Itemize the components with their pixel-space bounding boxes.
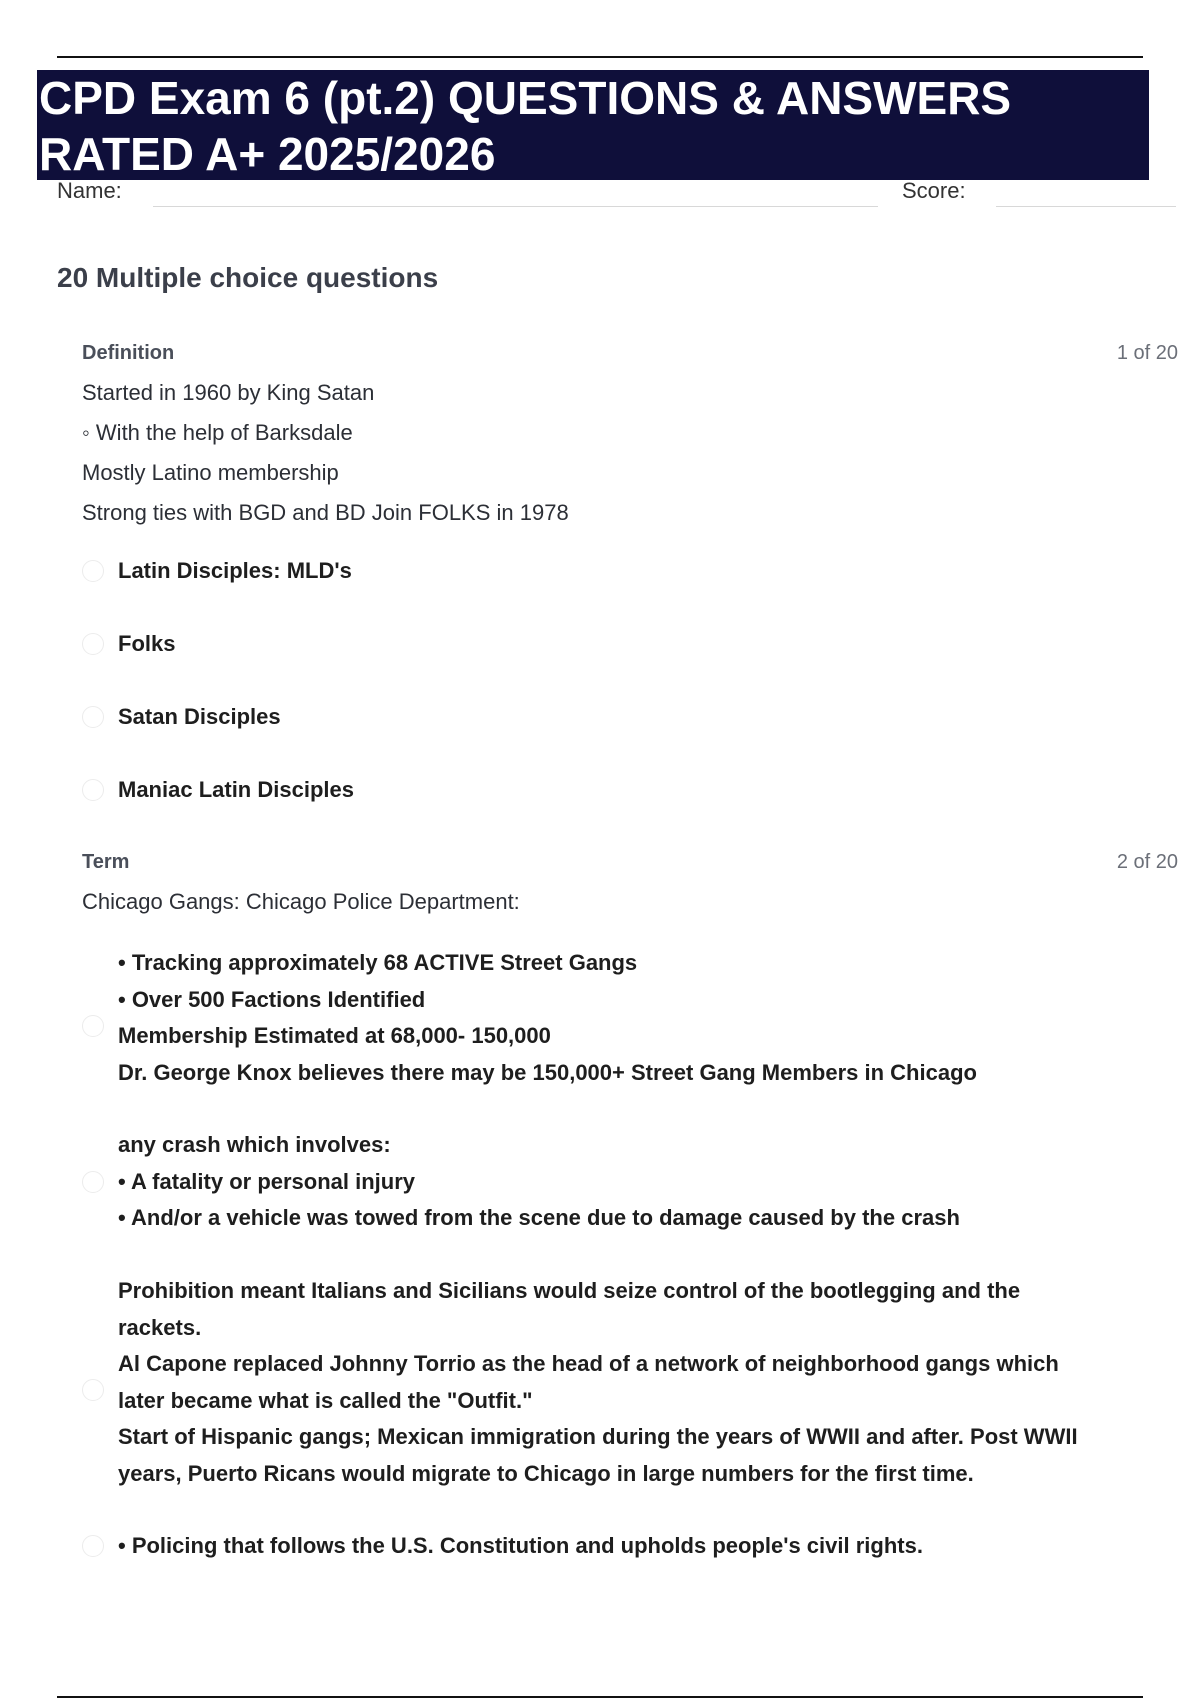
radio-button[interactable] (82, 633, 104, 655)
question-prompt (82, 373, 569, 533)
option-line: Al Capone replaced Johnny Torrio as the head of a network of neighborhood gangs which (118, 1351, 1059, 1376)
name-score-row (0, 176, 1200, 210)
option-label (118, 699, 281, 736)
radio-button[interactable] (82, 706, 104, 728)
section-heading: 20 Multiple choice questions (57, 262, 439, 293)
option-line: • A fatality or personal injury (118, 1168, 416, 1194)
option-line: Maniac Latin Disciples (118, 777, 354, 802)
option-line: Folks (118, 631, 176, 656)
option-label (118, 1273, 1078, 1492)
option-label (118, 772, 354, 809)
option-label (118, 626, 175, 663)
question-prompt (82, 882, 520, 922)
title-line-2: RATED A+ 2025/2026 (39, 128, 496, 180)
question-counter: 2 of 20 (1116, 851, 1178, 873)
option-line: rackets. (118, 1314, 202, 1340)
score-field[interactable] (996, 206, 1176, 207)
option-line: later became what is called the "Outfit." (118, 1387, 533, 1413)
radio-button[interactable] (82, 1015, 104, 1037)
question-counter: 1 of 20 (1116, 342, 1178, 364)
option-line: Membership Estimated at 68,000- 150,000 (118, 1023, 551, 1048)
title-line-1: CPD Exam 6 (pt.2) QUESTIONS & ANSWERS (39, 72, 1012, 124)
prompt-line: ◦ With the help of Barksdale (82, 420, 353, 445)
document-title-banner (37, 70, 1149, 180)
prompt-line: Mostly Latino membership (82, 460, 339, 485)
option-line: Start of Hispanic gangs; Mexican immigration during the years of WWII and after. Post WWII (118, 1424, 1078, 1449)
option-line: Dr. George Knox believes there may be 150,000+ Street Gang Members in Chicago (118, 1059, 977, 1085)
option-line: • Tracking approximately 68 ACTIVE Street Gangs (118, 950, 638, 975)
option-label (118, 945, 977, 1091)
radio-button[interactable] (82, 560, 104, 582)
option-line: Satan Disciples (118, 704, 281, 729)
name-label: Name: (57, 178, 122, 203)
option-line: • And/or a vehicle was towed from the scene due to damage caused by the crash (118, 1205, 960, 1230)
prompt-line: Chicago Gangs: Chicago Police Department: (82, 889, 520, 914)
option-line: years, Puerto Ricans would migrate to Chicago in large numbers for the first time. (118, 1460, 974, 1486)
option-label (118, 553, 352, 590)
question-kind: Term (82, 851, 130, 873)
option-line: any crash which involves: (118, 1132, 391, 1157)
question-kind: Definition (82, 342, 175, 364)
bottom-rule (57, 1696, 1143, 1698)
prompt-line: Started in 1960 by King Satan (82, 380, 375, 405)
name-field[interactable] (153, 206, 878, 207)
option-label (118, 1528, 923, 1565)
radio-button[interactable] (82, 1379, 104, 1401)
radio-button[interactable] (82, 1535, 104, 1557)
radio-button[interactable] (82, 779, 104, 801)
top-rule (57, 56, 1143, 58)
score-label: Score: (902, 178, 966, 203)
radio-button[interactable] (82, 1171, 104, 1193)
option-line: • Over 500 Factions Identified (118, 986, 426, 1012)
prompt-line: Strong ties with BGD and BD Join FOLKS in 1978 (82, 500, 569, 525)
option-line: Latin Disciples: MLD's (118, 558, 352, 583)
option-line: • Policing that follows the U.S. Constitution and upholds people's civil rights. (118, 1533, 923, 1558)
option-line: Prohibition meant Italians and Sicilians would seize control of the bootlegging and the (118, 1278, 1021, 1303)
option-label (118, 1127, 960, 1237)
